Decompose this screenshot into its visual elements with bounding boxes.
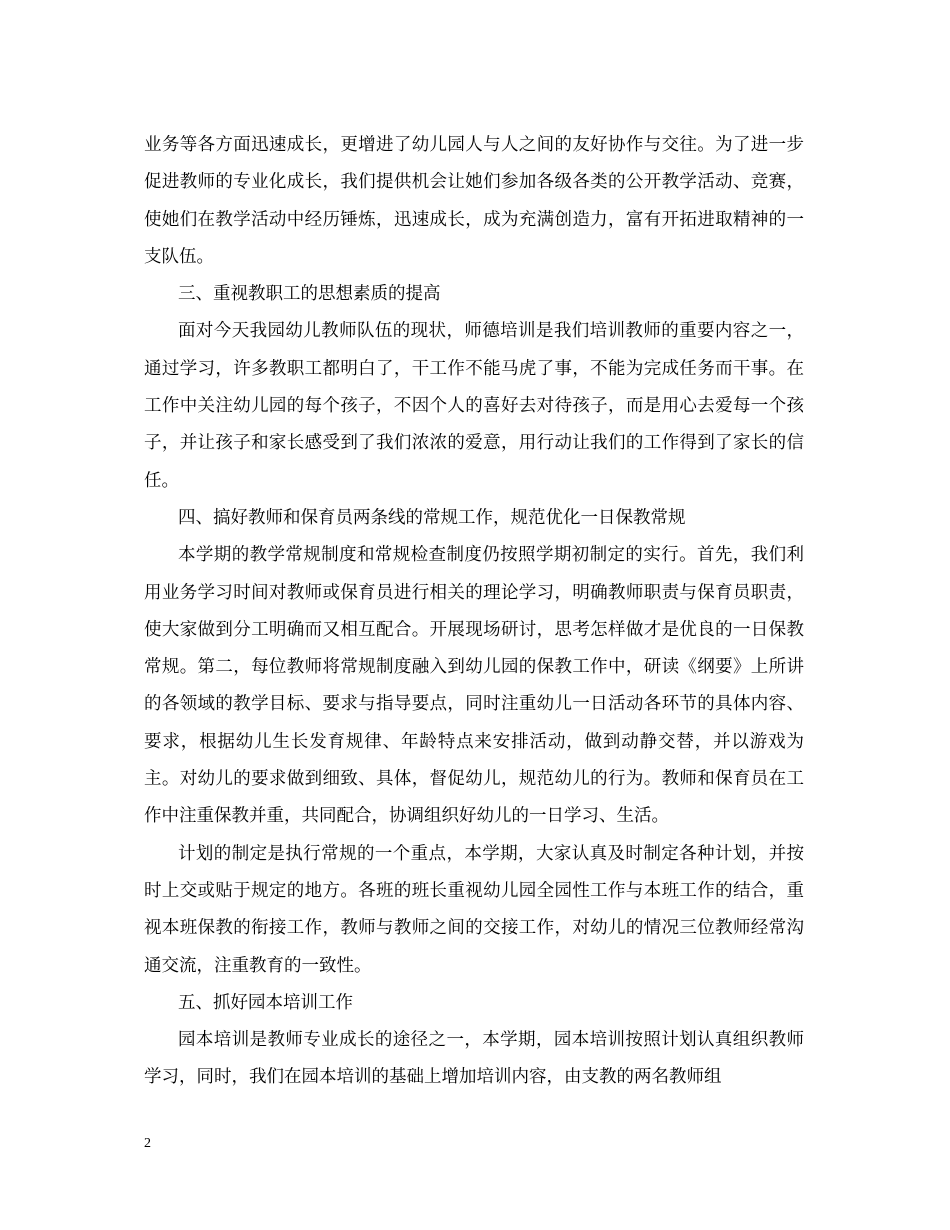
paragraph-2: 面对今天我园幼儿教师队伍的现状，师德培训是我们培训教师的重要内容之一，通过学习，许多教职工都明白了，干工作不能马虎了事，不能为完成任务而干事。在工作中关注幼儿园的每个孩子，不因个人的喜好去对待孩子，而是用心去爱每一个孩子，并让孩子和家长感受到了我们浓浓的爱意，用行动让我们的工作得到了家长的信任。 bbox=[144, 321, 804, 491]
document-body bbox=[144, 127, 804, 1097]
section-heading-5: 五、抓好园本培训工作 bbox=[178, 992, 353, 1013]
page-number: 2 bbox=[144, 1136, 151, 1151]
section-heading-3: 三、重视教职工的思想素质的提高 bbox=[178, 284, 441, 305]
paragraph-4: 计划的制定是执行常规的一个重点，本学期，大家认真及时制定各种计划，并按时上交或贴于规定的地方。各班的班长重视幼儿园全园性工作与本班工作的结合，重视本班保教的衔接工作，教师与教师之间的交接工作，对幼儿的情况三位教师经常沟通交流，注重教育的一致性。 bbox=[144, 843, 804, 976]
section-heading-4: 四、搞好教师和保育员两条线的常规工作，规范优化一日保教常规 bbox=[178, 507, 686, 528]
paragraph-1: 业务等各方面迅速成长，更增进了幼儿园人与人之间的友好协作与交往。为了进一步促进教师的专业化成长，我们提供机会让她们参加各级各类的公开教学活动、竞赛，使她们在教学活动中经历锤炼，迅速成长，成为充满创造力，富有开拓进取精神的一支队伍。 bbox=[144, 135, 804, 267]
paragraph-5: 园本培训是教师专业成长的途径之一，本学期，园本培训按照计划认真组织教师学习，同时，我们在园本培训的基础上增加培训内容，由支教的两名教师组 bbox=[144, 1030, 804, 1088]
paragraph-3: 本学期的教学常规制度和常规检查制度仍按照学期初制定的实行。首先，我们利用业务学习时间对教师或保育员进行相关的理论学习，明确教师职责与保育员职责，使大家做到分工明确而又相互配合。开展现场研讨，思考怎样做才是优良的一日保教常规。第二，每位教师将常规制度融入到幼儿园的保教工作中，研读《纲要》上所讲的各领域的教学目标、要求与指导要点，同时注重幼儿一日活动各环节的具体内容、要求，根据幼儿生长发育规律、年龄特点来安排活动，做到动静交替，并以游戏为主。对幼儿的要求做到细致、具体，督促幼儿，规范幼儿的行为。教师和保育员在工作中注重保教并重，共同配合，协调组织好幼儿的一日学习、生活。 bbox=[144, 545, 804, 827]
